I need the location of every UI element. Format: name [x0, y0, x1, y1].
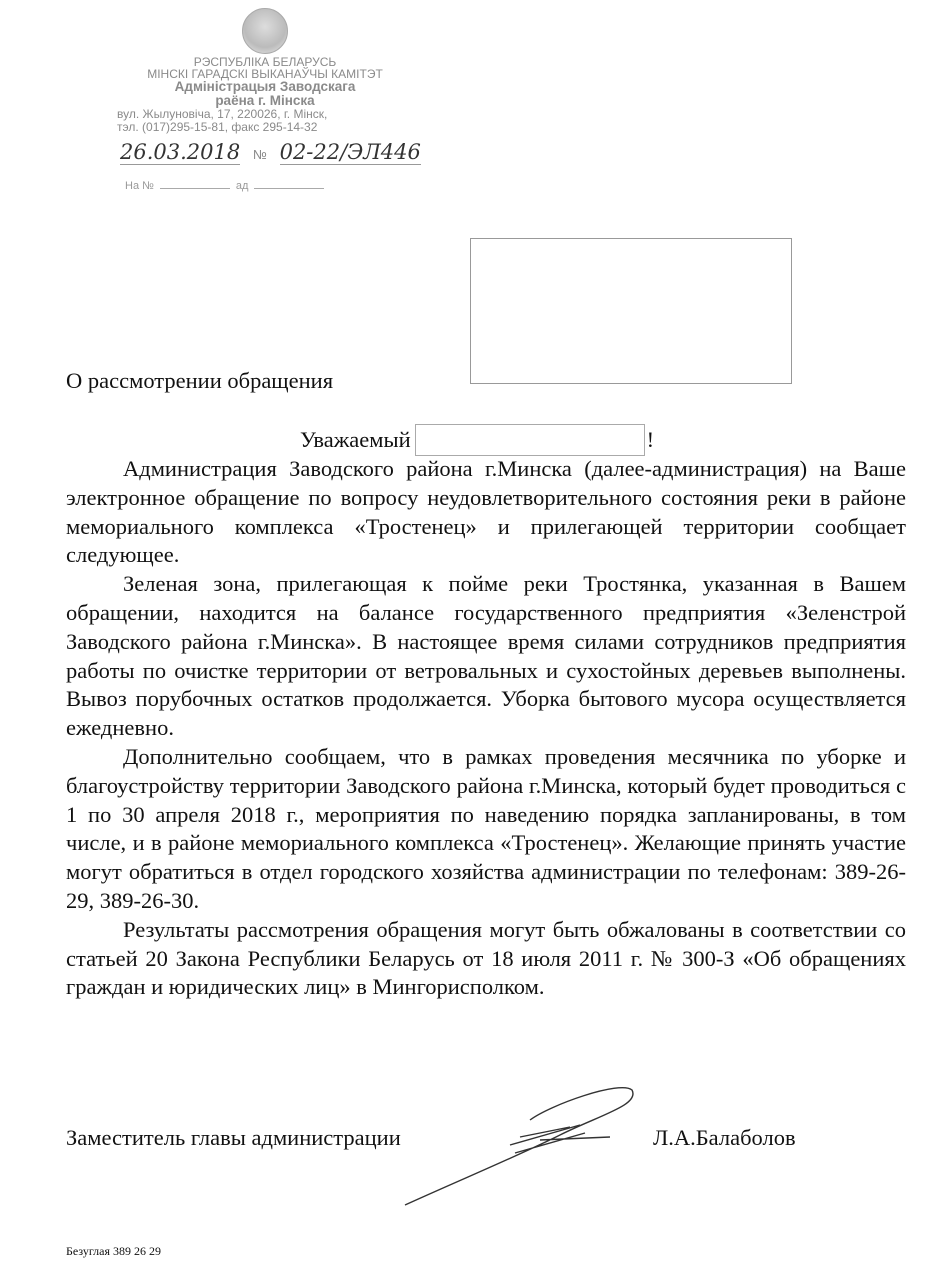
signer-position: Заместитель главы администрации: [66, 1125, 401, 1150]
ref-from: ад: [235, 180, 249, 192]
phone: тэл. (017)295-15-81, факс 295-14-32: [117, 120, 318, 134]
signature-block: [66, 1125, 826, 1151]
ref-label: На №: [125, 180, 154, 192]
paragraph: Результаты рассмотрения обращения могут быть обжалованы в соответствии со статьей 20 Закона Республики Беларусь от 18 июля 2011 г. № 300-З «Об обращениях граждан и юридических лиц» в Мингорисполком.: [66, 916, 906, 1000]
executor-footer: Безуглая 389 26 29: [66, 1244, 161, 1258]
committee: МІНСКІ ГАРАДСКІ ВЫКАНАЎЧЫ КАМІТЭТ: [147, 67, 383, 81]
reference-line: [125, 180, 330, 192]
paragraph: Администрация Заводского района г.Минска (далее-администрация) на Ваше электронное обращение по вопросу неудовлетворительного состояния реки в районе мемориального комплекса «Тростенец» и прилегающей территории сообщает следующее.: [66, 456, 906, 568]
greeting-word: Уважаемый: [300, 427, 411, 452]
letter-date: 26.03.2018: [120, 140, 241, 164]
redacted-addressee-box: [470, 238, 792, 384]
letter-number: 02-22/ЭЛ446: [279, 140, 421, 164]
admin-name: Адміністрацыя Заводскага: [174, 79, 356, 94]
admin-district: раёна г. Мінска: [215, 93, 315, 108]
greeting: [300, 424, 654, 456]
signer-name: Л.А.Балаболов: [653, 1125, 796, 1150]
state-emblem-icon: [242, 8, 288, 54]
country: РЭСПУБЛІКА БЕЛАРУСЬ: [193, 55, 337, 69]
number-label: №: [252, 147, 267, 162]
date-number-line: [120, 140, 421, 164]
paragraph: Дополнительно сообщаем, что в рамках проведения месячника по уборке и благоустройству территории Заводского района г.Минска, который будет проводиться с 1 по 30 апреля 2018 г., мероприятия по наведению порядка запланированы, в том числе, и в районе мемориального комплекса «Тростенец». Желающие принять участие могут обратиться в отдел городского хозяйства администрации по телефонам: 389-26-29, 389-26-30.: [66, 743, 906, 913]
redacted-name-box: [415, 424, 645, 456]
address: вул. Жылуновіча, 17, 220026, г. Мінск,: [117, 107, 328, 121]
letter-body: [66, 455, 906, 1002]
subject: О рассмотрении обращения: [66, 368, 334, 393]
paragraph: Зеленая зона, прилегающая к пойме реки Тростянка, указанная в Вашем обращении, находится на балансе государственного предприятия «Зеленстрой Заводского района г.Минска». В настоящее время силами сотрудников предприятия работы по очистке территории от ветровальных и сухостойных деревьев выполнены. Вывоз порубочных остатков продолжается. Уборка бытового мусора осуществляется ежедневно.: [66, 571, 906, 741]
greeting-end: !: [646, 427, 655, 452]
letterhead-stamp: [105, 8, 425, 134]
